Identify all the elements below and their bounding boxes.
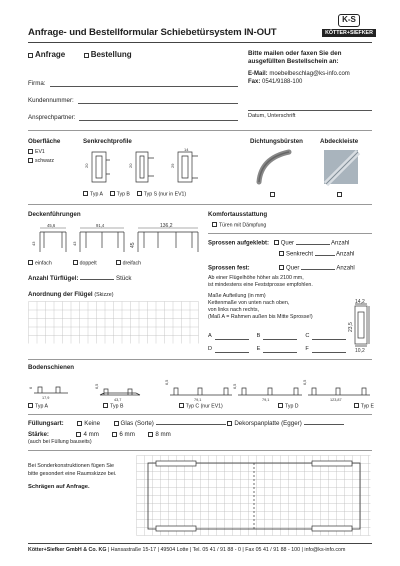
fax-label: Fax:: [248, 79, 261, 85]
footer-company: Kötter+Siefker GmbH & Co. KG: [28, 547, 107, 553]
division-line-4: (Maß A = Rahmen außen bis Mitte Sprosse!): [208, 314, 313, 320]
division-a: A: [208, 330, 251, 343]
thickness-8-checkbox[interactable]: [148, 432, 153, 437]
glued-senkrecht-count: Anzahl: [336, 251, 355, 258]
filling-decor-checkbox[interactable]: [227, 421, 232, 426]
filling-decor-field[interactable]: [304, 424, 344, 425]
floor-rail-drawings: [28, 371, 374, 401]
floor-c-label: Typ C (nur EV1): [185, 403, 223, 410]
arrangement-sketch-grid[interactable]: [28, 301, 200, 345]
glued-senkrecht-field[interactable]: [315, 255, 335, 256]
floor-title: Bodenschienen: [28, 364, 75, 371]
bar-dim-bottom: 10,2: [355, 348, 365, 354]
profile-type-b-drawing: [136, 152, 154, 182]
ansprechpartner-label: Ansprechpartner:: [28, 114, 76, 121]
floor-height-e: 6,5: [303, 379, 307, 385]
kundennummer-field[interactable]: [78, 103, 238, 104]
ceiling-height-1: 43: [31, 241, 36, 246]
division-f: F: [305, 343, 348, 356]
division-c-field[interactable]: [312, 330, 346, 340]
floor-rail-a-shape: [34, 387, 68, 393]
profile-b-dim: 20: [128, 163, 133, 168]
filling-glass-checkbox[interactable]: [114, 421, 119, 426]
division-b-field[interactable]: [263, 330, 297, 340]
profile-a-dim: 20: [84, 163, 89, 168]
ceiling-single-checkbox[interactable]: [28, 260, 33, 265]
ceiling-triple-label: dreifach: [122, 260, 142, 267]
contact-line-1: Bitte mailen oder faxen Sie den: [248, 50, 342, 57]
ceiling-single-label: einfach: [35, 260, 52, 267]
ceiling-width-2: 91,4: [96, 223, 105, 228]
room-sketch-area[interactable]: [136, 455, 372, 537]
bar-dim-top: 14,2: [355, 299, 365, 305]
division-c: C: [305, 330, 348, 343]
glued-quer-label: Quer: [280, 240, 295, 247]
ev1-label: EV1: [35, 149, 45, 155]
glued-quer-field[interactable]: [296, 244, 330, 245]
footer-fax: Fax 05 41 / 91 88 - 100: [245, 547, 301, 553]
floor-rail-b-shape: [100, 389, 140, 395]
floor-rail-d-shape: [238, 388, 302, 395]
ceiling-double-shape: [80, 232, 124, 252]
ceiling-width-3: 136,2: [160, 223, 173, 229]
arrangement-note: (Skizze): [94, 292, 114, 298]
signature-field[interactable]: [248, 110, 372, 111]
thickness-8-label: 8 mm: [155, 431, 171, 438]
floor-width-b: 43,7: [114, 398, 122, 402]
profile-b-checkbox[interactable]: [110, 191, 115, 196]
floor-b-checkbox[interactable]: [103, 403, 108, 408]
fixed-bars-note-2: ist mindestens eine Feststprosse empfohlen.: [208, 282, 313, 288]
filling-glass-label: Glas (Sorte): [120, 420, 154, 427]
filling-none-checkbox[interactable]: [77, 421, 82, 426]
contact-line-2: ausgefüllten Bestellschein an:: [248, 58, 339, 65]
floor-d-checkbox[interactable]: [278, 403, 283, 408]
ansprechpartner-field[interactable]: [79, 120, 238, 121]
floor-a-checkbox[interactable]: [28, 403, 33, 408]
floor-width-c: 79,1: [194, 398, 202, 402]
glued-quer-count: Anzahl: [331, 240, 350, 247]
anfrage-label: Anfrage: [35, 50, 66, 59]
filling-label: Füllungsart:: [28, 420, 64, 427]
logo-text: KÖTTER+SIEFKER: [322, 29, 376, 37]
division-e: E: [257, 343, 300, 356]
footer-city: 49504 Lotte: [160, 547, 189, 553]
profile-top-dim: 14: [184, 147, 189, 152]
floor-c-checkbox[interactable]: [179, 403, 184, 408]
footer-tel: Tel. 05 41 / 91 88 - 0: [192, 547, 241, 553]
profiles-drawings: [86, 148, 216, 190]
anfrage-checkbox[interactable]: [28, 53, 33, 58]
cover-title: Abdeckleiste: [320, 138, 359, 145]
filling-decor-label: Dekorspanplatte (Egger): [234, 420, 302, 427]
profile-b-label: Typ B: [116, 191, 130, 198]
glued-quer-checkbox[interactable]: [274, 240, 279, 245]
floor-width-e: 123,87: [330, 398, 342, 402]
floor-a-label: Typ A: [35, 403, 48, 410]
email-value[interactable]: moebelbeschlag@ks-info.com: [269, 71, 350, 77]
ceiling-track-drawings: [30, 222, 202, 258]
thickness-label: Stärke:: [28, 431, 49, 438]
bestellung-label: Bestellung: [90, 50, 132, 59]
kundennummer-label: Kundennummer:: [28, 97, 74, 104]
floor-height-d: 6,5: [233, 383, 237, 389]
fixed-quer-label: Quer: [286, 265, 300, 272]
ceiling-title: Deckenführungen: [28, 211, 81, 218]
damping-checkbox[interactable]: [212, 222, 217, 227]
floor-rail-c-shape: [170, 388, 232, 395]
email-label: E-Mail:: [248, 71, 268, 77]
seal-brush-image: [255, 148, 295, 186]
sketch-track-segment: [312, 461, 352, 466]
division-e-field[interactable]: [263, 343, 297, 353]
schwarz-label: schwarz: [35, 158, 55, 164]
profile-s-dim: 29: [170, 163, 175, 168]
thickness-6-checkbox[interactable]: [112, 432, 117, 437]
glued-bars-label: Sprossen aufgeklebt:: [208, 240, 270, 247]
profile-a-label: Typ A: [90, 191, 103, 198]
ceiling-double-label: doppelt: [79, 260, 97, 267]
special-line-2: bitte gesondert eine Raumskizze bei.: [28, 470, 117, 477]
damping-label: Türen mit Dämpfung: [219, 222, 267, 229]
glued-senkrecht-label: Senkrecht: [286, 251, 314, 258]
door-count-label: Anzahl Türflügel:: [28, 275, 79, 282]
ceiling-triple-checkbox[interactable]: [116, 260, 121, 265]
floor-rail-e-shape: [308, 388, 370, 395]
bar-dim-side: 23,5: [348, 322, 354, 332]
arrangement-title: Anordnung der Flügel: [28, 291, 93, 298]
floor-b-label: Typ B: [110, 403, 124, 410]
bar-profile-drawing: [347, 298, 375, 354]
footer-web[interactable]: info@ks-info.com: [304, 547, 346, 553]
division-line-2: Kettenmaße von unten nach oben,: [208, 300, 290, 306]
special-line-1: Bei Sonderkonstruktionen fügen Sie: [28, 463, 115, 469]
glued-senkrecht-checkbox[interactable]: [279, 251, 284, 256]
page-title: Anfrage- und Bestellformular Schiebetürsystem IN-OUT: [28, 27, 277, 38]
bestellung-checkbox[interactable]: [84, 53, 89, 58]
profile-type-s-drawing: [178, 152, 198, 182]
slanted-note: Schrägen auf Anfrage.: [28, 484, 90, 490]
division-a-field[interactable]: [215, 330, 249, 340]
floor-height-c: 6,5: [165, 379, 169, 385]
floor-width-a: 17,9: [42, 396, 50, 400]
footer-address: Hansastraße 15-17: [110, 547, 157, 553]
ceiling-single-shape: [40, 232, 66, 252]
schwarz-checkbox[interactable]: [28, 158, 33, 163]
logo: [322, 14, 376, 42]
thickness-4-checkbox[interactable]: [76, 432, 81, 437]
division-line-3: von links nach rechts,: [208, 307, 259, 313]
profile-type-a-drawing: [92, 152, 110, 182]
sketch-track-segment: [312, 526, 352, 531]
profile-s-checkbox[interactable]: [137, 191, 142, 196]
fixed-bars-label: Sprossen fest:: [208, 265, 250, 272]
firma-label: Firma:: [28, 80, 46, 87]
profile-a-checkbox[interactable]: [83, 191, 88, 196]
signature-label: Datum, Unterschrift: [248, 113, 296, 119]
seals-checkbox[interactable]: [270, 192, 275, 197]
ceiling-height-2: 43: [72, 241, 77, 246]
profiles-title: Senkrechtprofile: [83, 138, 132, 145]
division-d-field[interactable]: [215, 343, 249, 353]
cover-checkbox[interactable]: [337, 192, 342, 197]
seals-title: Dichtungsbürsten: [250, 138, 303, 145]
floor-height-b: 6,5: [95, 383, 99, 389]
sketch-track-segment: [156, 461, 196, 466]
surface-title: Oberfläche: [28, 138, 61, 145]
door-count-unit: Stück: [116, 275, 132, 282]
floor-e-label: Typ E: [360, 403, 374, 410]
fixed-quer-count: Anzahl: [336, 265, 355, 272]
division-line-1: Maße Aufteilung (in mm): [208, 293, 266, 299]
profile-s-label: Typ S (nur in EV1): [143, 191, 187, 198]
thickness-4-label: 4 mm: [83, 431, 99, 438]
sketch-track-segment: [156, 526, 196, 531]
floor-height-a: 6: [29, 386, 33, 389]
filling-none-label: Keine: [84, 420, 101, 427]
fixed-quer-checkbox[interactable]: [279, 265, 284, 270]
ceiling-double-checkbox[interactable]: [73, 260, 78, 265]
ceiling-height-3: 45: [130, 242, 136, 248]
door-count-field[interactable]: [80, 279, 114, 280]
fixed-bars-note-1: Ab einer Flügelhöhe höher als 2100 mm,: [208, 275, 304, 281]
floor-d-label: Typ D: [284, 403, 299, 410]
logo-mark: K-S: [338, 14, 360, 27]
fax-value: 0541/9188-100: [262, 79, 303, 85]
thickness-sub: (auch bei Füllung bauseits): [28, 439, 92, 445]
division-b: B: [257, 330, 300, 343]
filling-glass-field[interactable]: [156, 424, 226, 425]
floor-e-checkbox[interactable]: [354, 403, 359, 408]
ceiling-width-1: 45,6: [47, 223, 56, 228]
division-f-field[interactable]: [312, 343, 346, 353]
fixed-quer-field[interactable]: [301, 269, 335, 270]
thickness-6-label: 6 mm: [119, 431, 135, 438]
ev1-checkbox[interactable]: [28, 149, 33, 154]
cover-strip-image: [322, 148, 360, 186]
firma-field[interactable]: [50, 86, 238, 87]
extras-title: Komfortausstattung: [208, 211, 268, 218]
floor-width-d: 79,1: [262, 398, 270, 402]
division-d: D: [208, 343, 251, 356]
ceiling-triple-shape: [138, 232, 198, 252]
